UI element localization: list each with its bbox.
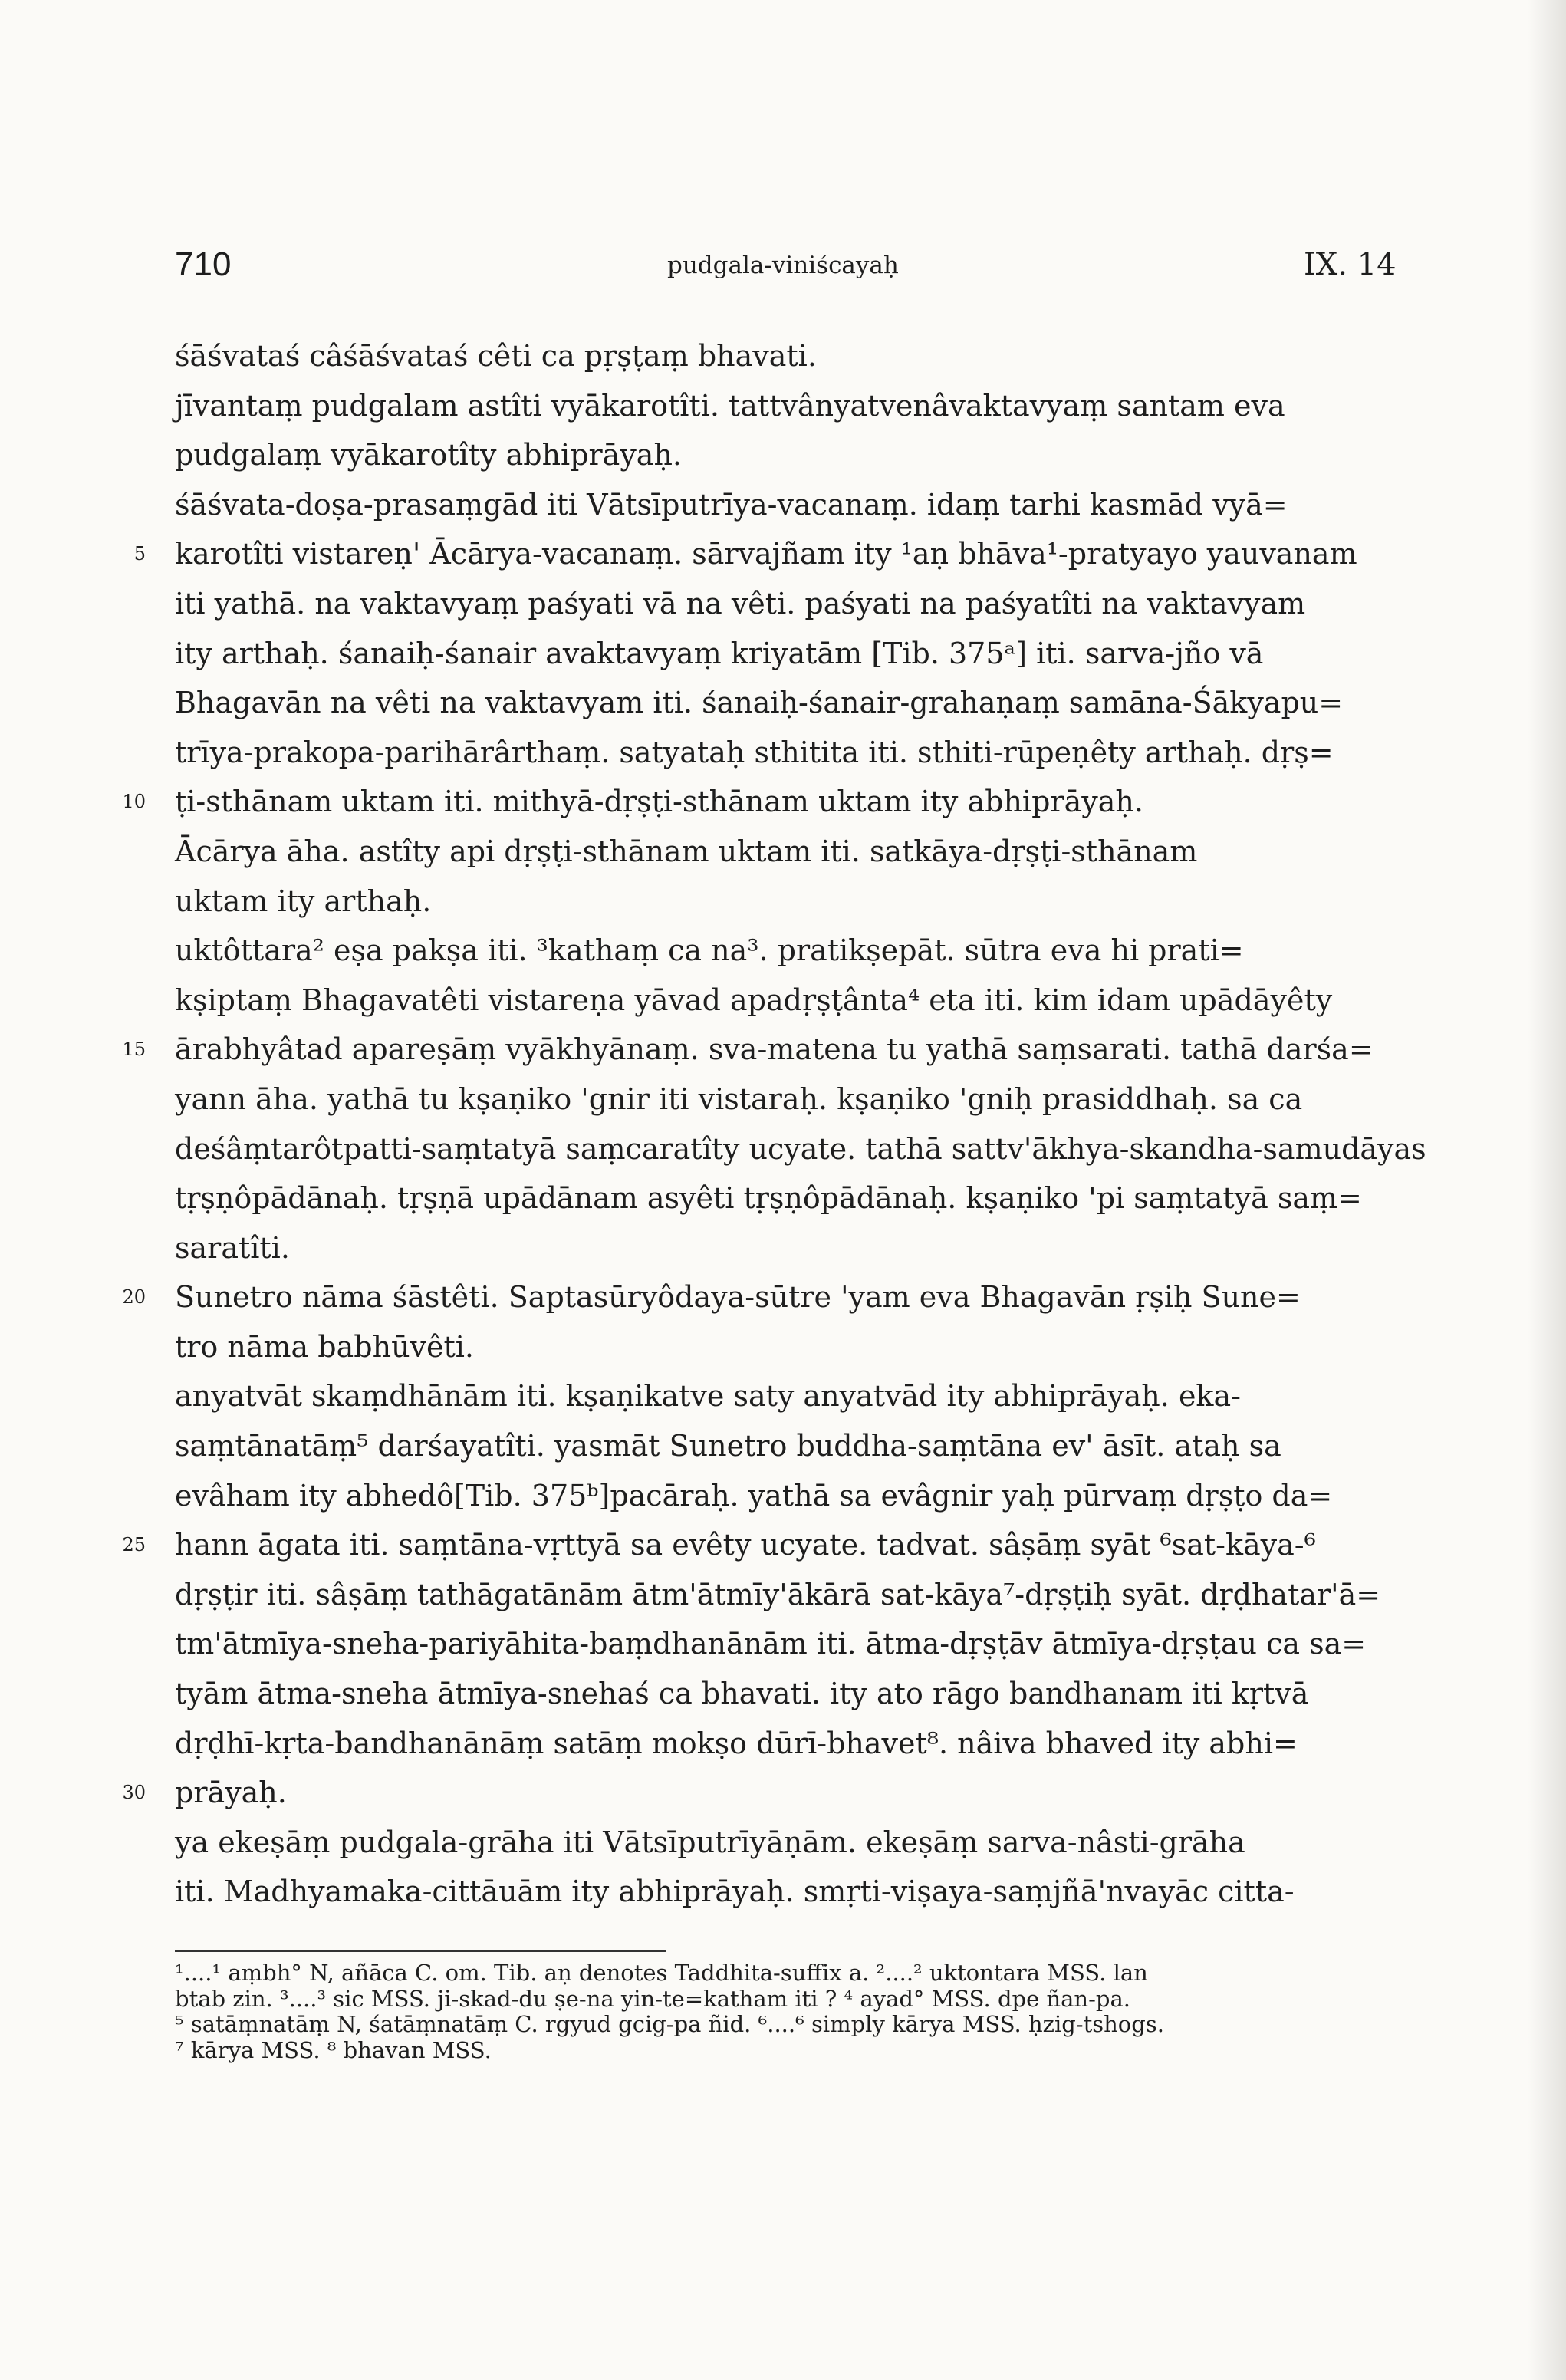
- text-line: [175, 1322, 1433, 1372]
- line-text: ārabhyâtad apareṣāṃ vyākhyānaṃ. sva-matena tu yathā saṃsarati. tathā darśa=: [175, 1032, 1374, 1067]
- text-line: [175, 381, 1433, 431]
- line-text: tṛṣṇôpādānaḥ. tṛṣṇā upādānam asyêti tṛṣṇôpādānaḥ. kṣaṇiko 'pi saṃtatyā saṃ=: [175, 1181, 1362, 1216]
- line-text: uktam ity arthaḥ.: [175, 884, 432, 918]
- line-text: dṛḍhī-kṛta-bandhanānāṃ satāṃ mokṣo dūrī-bhavet⁸. nâiva bhaved ity abhi=: [175, 1726, 1298, 1760]
- text-line: [175, 1818, 1433, 1868]
- line-number: 20: [122, 1286, 146, 1309]
- line-text: deśâṃtarôtpatti-saṃtatyā saṃcaratîty ucyate. tathā sattv'ākhya-skandha-samudāyas: [175, 1131, 1426, 1166]
- text-line: [175, 1421, 1433, 1471]
- line-text: kṣiptaṃ Bhagavatêti vistareṇa yāvad apadṛṣṭânta⁴ eta iti. kim idam upādāyêty: [175, 983, 1333, 1017]
- text-line: [175, 629, 1433, 679]
- text-line: [175, 728, 1433, 778]
- text-line: [175, 1174, 1433, 1223]
- line-text: saṃtānatāṃ⁵ darśayatîti. yasmāt Sunetro buddha-saṃtāna ev' āsīt. ataḥ sa: [175, 1429, 1281, 1463]
- line-text: Bhagavān na vêti na vaktavyam iti. śanaiḥ-śanair-grahaṇaṃ samāna-Śākyapu=: [175, 686, 1344, 720]
- line-text: ity arthaḥ. śanaiḥ-śanair avaktavyaṃ kriyatām [Tib. 375ᵃ] iti. sarva-jño vā: [175, 636, 1264, 670]
- text-line: [175, 1371, 1433, 1421]
- line-text: prāyaḥ.: [175, 1776, 287, 1810]
- line-text: iti. Madhyamaka-cittāuām ity abhiprāyaḥ. smṛti-viṣaya-saṃjñā'nvayāc citta-: [175, 1875, 1295, 1909]
- page-edge-shadow: [1528, 0, 1566, 2380]
- line-text: śāśvata-doṣa-prasaṃgād iti Vātsīputrīya-vacanaṃ. idaṃ tarhi kasmād vyā=: [175, 487, 1288, 522]
- main-text: [122, 331, 1433, 1917]
- line-text: tro nāma babhūvêti.: [175, 1329, 475, 1364]
- text-line: [175, 1124, 1433, 1174]
- footnotes: [175, 1960, 1433, 2063]
- text-line: [175, 1719, 1433, 1769]
- text-line: [175, 430, 1433, 480]
- section-number: IX. 14: [1304, 247, 1397, 282]
- line-text: saratîti.: [175, 1230, 290, 1265]
- text-line: [175, 1619, 1433, 1669]
- line-text: dṛṣṭir iti. sâṣāṃ tathāgatānām ātm'ātmīy'ākārā sat-kāya⁷-dṛṣṭiḥ syāt. dṛḍhatar'ā=: [175, 1577, 1381, 1611]
- running-title: pudgala-viniścayaḥ: [667, 252, 899, 279]
- text-line: [175, 827, 1433, 877]
- footnote-line: ⁷ kārya MSS. ⁸ bhavan MSS.: [175, 2036, 492, 2063]
- footnote-rule: [175, 1950, 666, 1952]
- line-text: trīya-prakopa-parihārârthaṃ. satyataḥ sthitita iti. sthiti-rūpeṇêty arthaḥ. dṛṣ=: [175, 735, 1334, 769]
- line-text: iti yathā. na vaktavyaṃ paśyati vā na vêti. paśyati na paśyatîti na vaktavyam: [175, 586, 1306, 621]
- line-text: pudgalaṃ vyākarotîty abhiprāyaḥ.: [175, 438, 683, 472]
- text-line: [122, 1520, 1433, 1570]
- line-text: tm'ātmīya-sneha-pariyāhita-baṃdhanānām iti. ātma-dṛṣṭāv ātmīya-dṛṣṭau ca sa=: [175, 1627, 1367, 1661]
- text-line: [133, 529, 1433, 579]
- line-text: karotîti vistareṇ' Ācārya-vacanaṃ. sārvajñam ity ¹aṇ bhāva¹-pratyayo yauvanam: [175, 537, 1357, 571]
- text-line: [175, 1867, 1433, 1917]
- line-number: 5: [133, 543, 146, 565]
- line-text: uktôttara² eṣa pakṣa iti. ³kathaṃ ca na³. pratikṣepāt. sūtra eva hi prati=: [175, 933, 1244, 968]
- line-text: ṭi-sthānam uktam iti. mithyā-dṛṣṭi-sthānam uktam ity abhiprāyaḥ.: [175, 785, 1143, 819]
- line-text: jīvantaṃ pudgalam astîti vyākarotîti. tattvânyatvenâvaktavyaṃ santam eva: [175, 388, 1285, 423]
- footnote-line: btab zin. ³....³ sic MSS. ji-skad-du ṣe-na yin-te=katham iti ? ⁴ ayad° MSS. dpe ñan-pa.: [175, 1985, 1130, 2012]
- line-text: ya ekeṣāṃ pudgala-grāha iti Vātsīputrīyāṇām. ekeṣāṃ sarva-nâsti-grāha: [175, 1825, 1245, 1859]
- line-text: śāśvataś câśāśvataś cêti ca pṛṣṭaṃ bhavati.: [175, 339, 817, 373]
- line-text: hann āgata iti. saṃtāna-vṛttyā sa evêty ucyate. tadvat. sâṣāṃ syāt ⁶sat-kāya-⁶: [175, 1528, 1316, 1562]
- line-text: Sunetro nāma śāstêti. Saptasūryôdaya-sūtre 'yam eva Bhagavān ṛṣiḥ Sune=: [175, 1280, 1301, 1315]
- text-line: [175, 678, 1433, 728]
- text-line: [122, 1272, 1433, 1322]
- line-text: anyatvāt skaṃdhānām iti. kṣaṇikatve saty anyatvād ity abhiprāyaḥ. eka-: [175, 1379, 1241, 1414]
- line-text: evâham ity abhedô[Tib. 375ᵇ]pacāraḥ. yathā sa evâgnir yaḥ pūrvaṃ dṛṣṭo da=: [175, 1478, 1333, 1513]
- text-line: [175, 1570, 1433, 1620]
- text-line: [175, 926, 1433, 976]
- page-header: [0, 245, 1566, 299]
- text-line: [175, 579, 1433, 629]
- text-line: [122, 1025, 1433, 1075]
- footnote-line: ⁵ satāṃnatāṃ N, śatāṃnatāṃ C. rgyud gcig-pa ñid. ⁶....⁶ simply kārya MSS. ḥzig-tshogs.: [175, 2011, 1164, 2037]
- text-line: [175, 1223, 1433, 1273]
- text-line: [175, 1669, 1433, 1719]
- text-line: [122, 1768, 1433, 1818]
- line-number: 15: [122, 1039, 146, 1061]
- line-text: tyām ātma-sneha ātmīya-snehaś ca bhavati. ity ato rāgo bandhanam iti kṛtvā: [175, 1677, 1309, 1711]
- text-line: [122, 777, 1433, 827]
- text-line: [175, 480, 1433, 530]
- line-number: 30: [122, 1782, 146, 1804]
- page-number: 710: [175, 245, 232, 283]
- text-line: [175, 976, 1433, 1025]
- text-line: [175, 331, 1433, 381]
- footnote-line: ¹....¹ aṃbh° N, añāca C. om. Tib. aṇ denotes Taddhita-suffix a. ²....² uktontara MSS. lan: [175, 1960, 1148, 1986]
- text-line: [175, 1075, 1433, 1124]
- line-text: Ācārya āha. astîty api dṛṣṭi-sthānam uktam iti. satkāya-dṛṣṭi-sthānam: [175, 834, 1198, 868]
- line-number: 10: [122, 791, 146, 813]
- text-line: [175, 877, 1433, 927]
- line-number: 25: [122, 1534, 146, 1556]
- line-text: yann āha. yathā tu kṣaṇiko 'gnir iti vistaraḥ. kṣaṇiko 'gniḥ prasiddhaḥ. sa ca: [175, 1081, 1303, 1116]
- text-line: [175, 1471, 1433, 1521]
